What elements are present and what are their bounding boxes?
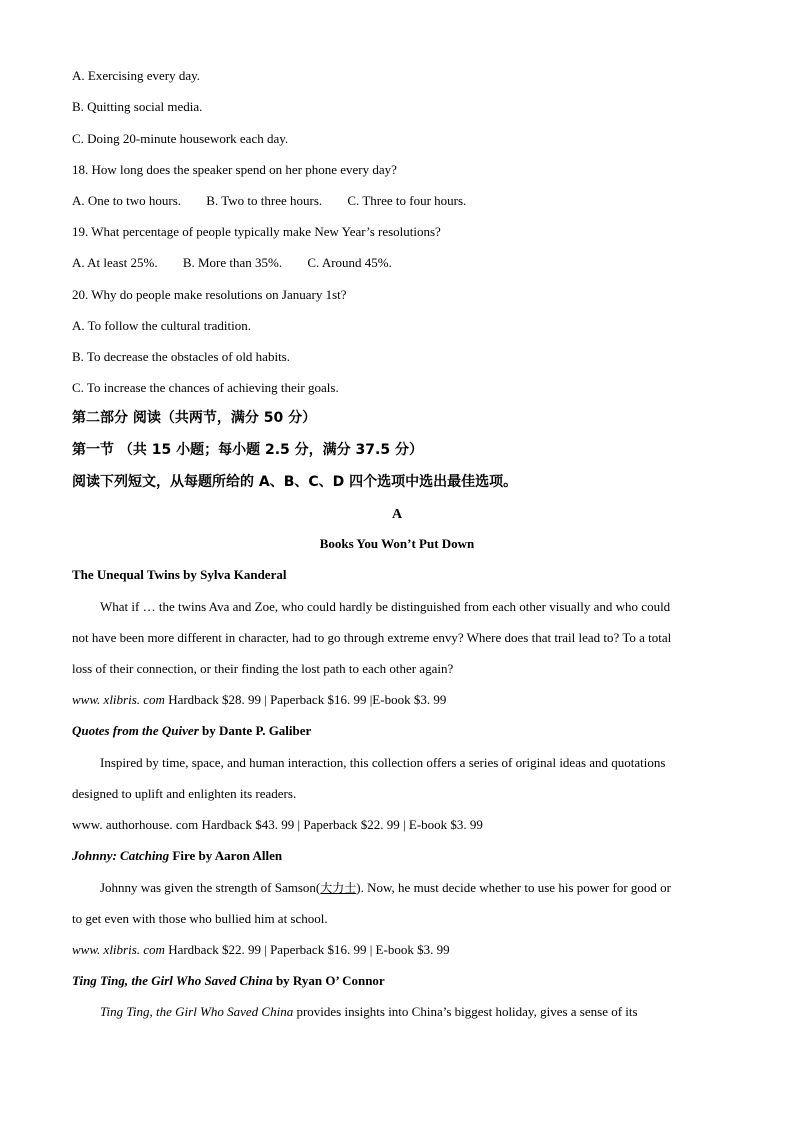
book-3-title-tail: Fire (169, 848, 196, 863)
q17-option-a: A. Exercising every day. (72, 68, 201, 83)
book-2-title: Quotes from the Quiver (72, 723, 199, 738)
q20-question: 20. Why do people make resolutions on January 1st? (72, 287, 347, 302)
q17-option-c: C. Doing 20-minute housework each day. (72, 131, 289, 146)
book-1-title: The Unequal Twins (72, 567, 180, 582)
book-1-author: by Sylva Kanderal (179, 567, 287, 582)
q17-option-b: B. Quitting social media. (72, 99, 203, 114)
book-2-prices: Hardback $43. 99 | Paperback $22. 99 | E-book $3. 99 (198, 817, 483, 832)
q19-option-b: B. More than 35%. (182, 255, 283, 270)
q18-option-a: A. One to two hours. (72, 193, 182, 208)
q18-option-c: C. Three to four hours. (347, 193, 467, 208)
book-4-title: Ting Ting, the Girl Who Saved China (72, 973, 273, 988)
q18-option-b: B. Two to three hours. (206, 193, 323, 208)
book-1-pricing (72, 692, 722, 708)
book-4-author: by Ryan O’ Connor (272, 973, 385, 988)
book-1-desc-line-3: loss of their connection, or their finding the lost path to each other again? (72, 661, 454, 676)
book-4-desc-rest: provides insights into China’s biggest holiday, gives a sense of its (293, 1004, 638, 1019)
book-4-heading (72, 973, 722, 989)
q20-option-a: A. To follow the cultural tradition. (72, 318, 252, 333)
book-1-prices: Hardback $28. 99 | Paperback $16. 99 |E-book $3. 99 (164, 692, 447, 707)
book-3-desc-line-1 (100, 880, 722, 896)
passage-title: Books You Won’t Put Down (319, 536, 475, 551)
book-3-desc-after: ). Now, he must decide whether to use his power for good or (356, 880, 671, 895)
book-3-desc-before: Johnny was given the strength of Samson( (100, 880, 321, 895)
passage-label: A (391, 507, 403, 522)
book-2-author: by Dante P. Galiber (198, 723, 312, 738)
q19-options (72, 255, 722, 271)
book-2-heading (72, 723, 722, 739)
book-3-desc-line-2: to get even with those who bullied him at school. (72, 911, 328, 926)
book-3-site: www. xlibris. com (72, 942, 165, 957)
book-4-desc-title: Ting Ting, the Girl Who Saved China (100, 1004, 294, 1019)
book-2-desc-line-1: Inspired by time, space, and human interaction, this collection offers a series of original ideas and quotations (100, 755, 666, 770)
q19-question: 19. What percentage of people typically make New Year’s resolutions? (72, 224, 441, 239)
book-3-heading (72, 848, 722, 864)
book-2-site: www. authorhouse. com (72, 817, 199, 832)
book-3-title: Johnny: Catching (72, 848, 170, 863)
q20-option-b: B. To decrease the obstacles of old habits. (72, 349, 290, 364)
book-4-desc-line-1 (100, 1004, 722, 1020)
q19-option-c: C. Around 45%. (307, 255, 392, 270)
book-1-site: www. xlibris. com (72, 692, 165, 707)
q18-options (72, 193, 722, 209)
q20-option-c: C. To increase the chances of achieving their goals. (72, 380, 339, 395)
book-3-desc-chinese: 大力士 (320, 881, 357, 895)
reading-instruction: 阅读下列短文，从每题所给的 A、B、C、D 四个选项中选出最佳选项。 (72, 474, 518, 490)
book-1-desc-line-1: What if … the twins Ava and Zoe, who could hardly be distinguished from each other visually and who could (100, 599, 671, 614)
q19-option-a: A. At least 25%. (72, 255, 158, 270)
q18-question: 18. How long does the speaker spend on her phone every day? (72, 162, 397, 177)
book-2-desc-line-2: designed to uplift and enlighten its readers. (72, 786, 297, 801)
book-3-author: by Aaron Allen (195, 848, 283, 863)
book-3-prices: Hardback $22. 99 | Paperback $16. 99 | E-book $3. 99 (164, 942, 450, 957)
book-3-pricing (72, 942, 722, 958)
book-1-desc-line-2: not have been more different in character, had to go through extreme envy? Where does that trail lead to? To a total (72, 630, 672, 645)
book-2-pricing (72, 817, 722, 833)
book-1-heading (72, 567, 722, 583)
section1-heading: 第一节 （共 15 小题；每小题 2.5 分，满分 37.5 分） (72, 442, 423, 458)
part2-heading: 第二部分 阅读（共两节，满分 50 分） (72, 410, 317, 426)
